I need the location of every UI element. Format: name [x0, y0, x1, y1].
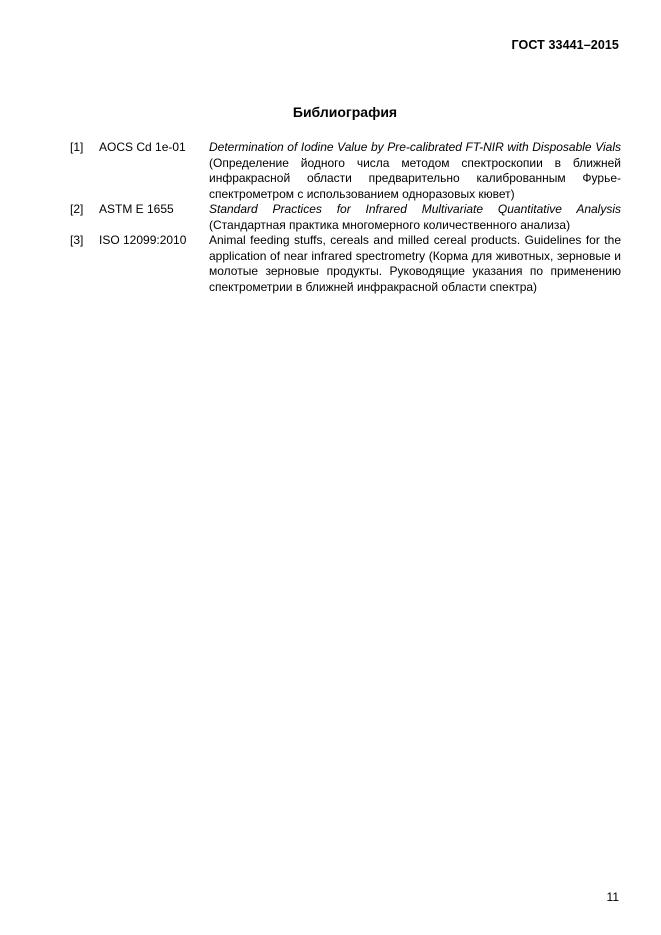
entry-note: (Определение йодного числа методом спектроскопии в ближней инфракрасной области предварительно калиброванным Фурье-спектрометром с использованием одноразовых кювет): [209, 155, 621, 201]
bibliography-list: [70, 140, 621, 295]
standard-code: ГОСТ 33441–2015: [511, 38, 619, 52]
entry-number: [3]: [70, 233, 84, 247]
entry-note: (Стандартная практика многомерного количественного анализа): [209, 217, 571, 232]
page-number: 11: [606, 890, 619, 904]
bibliography-entry: [70, 140, 621, 202]
entry-description: [209, 233, 621, 295]
entry-description: [209, 202, 621, 233]
entry-note: Animal feeding stuffs, cereals and milled cereal products. Guidelines for the application of near infrared spectrometry (Корма для животных, зерновые и молотые зерновые продукты. Руководящие указания по применению спектрометрии в ближней инфракрасной области спектра): [209, 233, 621, 294]
entry-standard-code: ISO 12099:2010: [99, 233, 187, 247]
entry-number: [2]: [70, 202, 84, 216]
entry-title: Determination of Iodine Value by Pre-calibrated FT-NIR with Disposable Vials: [209, 140, 621, 154]
bibliography-entry: [70, 233, 621, 295]
entry-standard-code: AOCS Cd 1e-01: [99, 140, 186, 154]
entry-number: [1]: [70, 140, 84, 154]
entry-title: Standard Practices for Infrared Multivariate Quantitative Analysis: [209, 202, 621, 216]
entry-description: [209, 140, 621, 202]
entry-standard-code: ASTM E 1655: [99, 202, 174, 216]
bibliography-entry: [70, 202, 621, 233]
page-title: Библиография: [292, 104, 398, 120]
